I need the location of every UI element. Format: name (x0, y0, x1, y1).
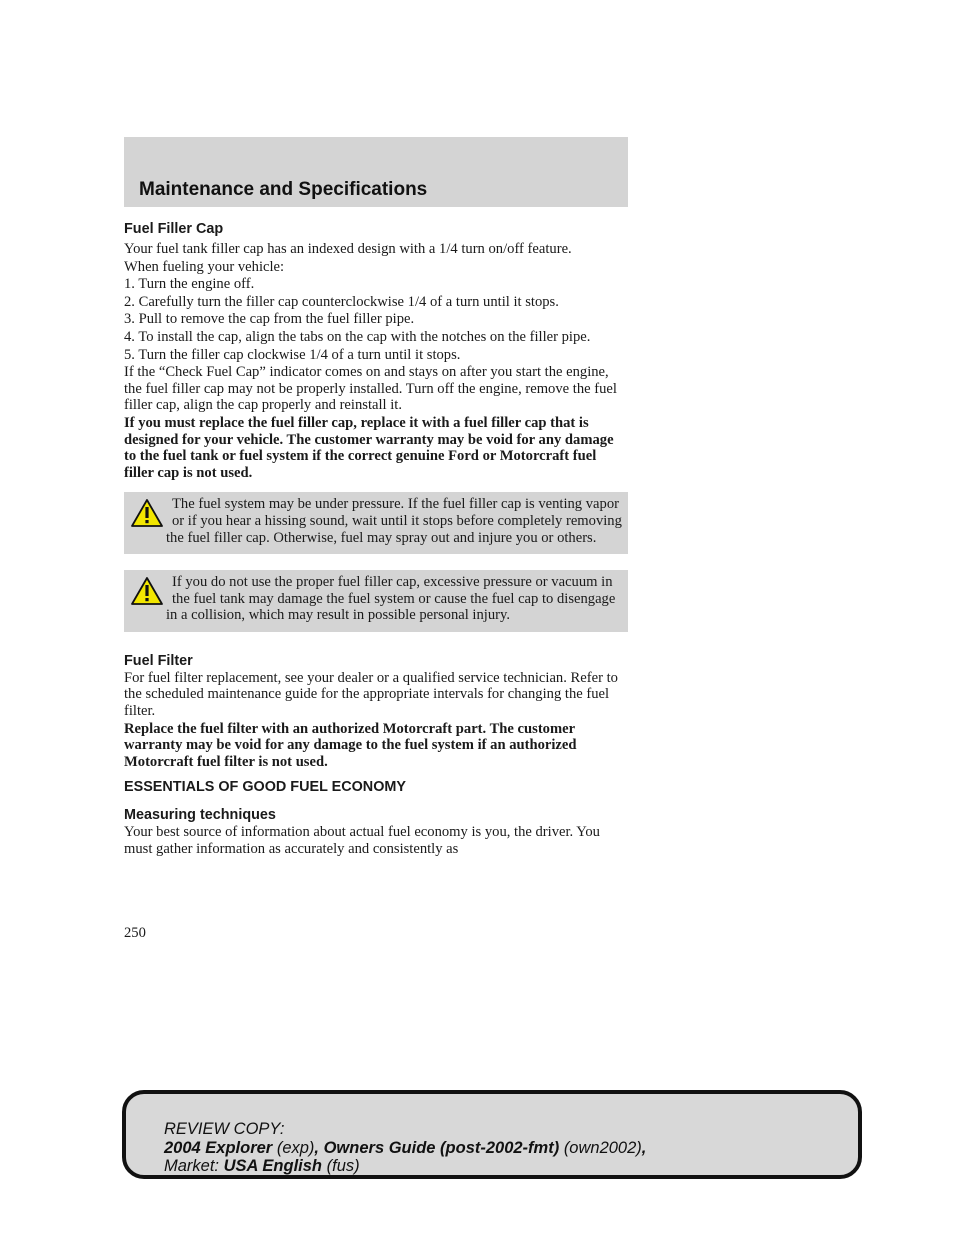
footer-line-model (164, 1139, 646, 1158)
step-item: 4. To install the cap, align the tabs on the cap with the notches on the filler pipe. (124, 328, 591, 345)
footer-guide: Owners Guide (post-2002-fmt) (323, 1138, 560, 1157)
footer-review-copy: REVIEW COPY: (164, 1120, 285, 1138)
subheading-measuring-techniques: Measuring techniques (124, 807, 276, 824)
footer-model-code: (exp) (276, 1138, 315, 1157)
paragraph-intro: Your fuel tank filler cap has an indexed design with a 1/4 turn on/off feature. (124, 241, 572, 257)
review-copy-footer (122, 1090, 862, 1179)
paragraph-check-fuel-cap: If the “Check Fuel Cap” indicator comes on and stays on after you start the engine, the fuel filler cap may not be properly installed. Turn off the engine, remove the fuel filler cap, align the cap properly and reinstall it. (124, 364, 617, 414)
heading-fuel-filter: Fuel Filter (124, 652, 193, 669)
warning-text-improper-cap: If you do not use the proper fuel filler cap, excessive pressure or vacuum in the fuel tank may damage the fuel system or cause the fuel cap to disengage in a collision, which may result in possible personal injury. (166, 574, 616, 624)
footer-market-label: Market: (164, 1157, 220, 1175)
warning-text-pressure: The fuel system may be under pressure. If the fuel filler cap is venting vapor or if you hear a hissing sound, wait until it stops before completely removing the fuel filler cap. Otherwise, fuel may spray out and injure you or others. (166, 496, 622, 546)
notice-fuel-filler-cap: If you must replace the fuel filler cap, replace it with a fuel filler cap that is designed for your vehicle. The customer warranty may be void for any damage to the fuel tank or fuel system if the correct genuine Ford or Motorcraft fuel filler cap is not used. (124, 414, 614, 481)
heading-fuel-economy: ESSENTIALS OF GOOD FUEL ECONOMY (124, 779, 406, 796)
step-item: 2. Carefully turn the filler cap counterclockwise 1/4 of a turn until it stops. (124, 293, 559, 310)
step-item: 1. Turn the engine off. (124, 276, 255, 293)
step-item: 3. Pull to remove the cap from the fuel filler pipe. (124, 311, 415, 328)
footer-guide-code: (own2002) (563, 1138, 642, 1157)
warning-triangle-icon (130, 498, 164, 528)
footer-market: USA English (223, 1157, 323, 1175)
paragraph-measuring: Your best source of information about actual fuel economy is you, the driver. You must gather information as accurately and consistently as (124, 824, 600, 858)
section-header-band (124, 137, 628, 207)
warning-box-improper-cap (124, 570, 628, 632)
footer-text (164, 1120, 646, 1176)
step-item: 5. Turn the filler cap clockwise 1/4 of a turn until it stops. (124, 346, 461, 363)
footer-model: 2004 Explorer (164, 1138, 273, 1157)
warning-triangle-icon (130, 576, 164, 606)
notice-fuel-filter: Replace the fuel filter with an authorized Motorcraft part. The customer warranty may be void for any damage to the fuel system if an authorized Motorcraft fuel filter is not used. (124, 720, 577, 770)
page-content (124, 220, 628, 858)
footer-sep2: , (641, 1138, 647, 1157)
paragraph-fuel-filter: For fuel filter replacement, see your dealer or a qualified service technician. Refer to the scheduled maintenance guide for the appropriate intervals for changing the fuel filter. (124, 669, 618, 720)
footer-line-market (164, 1157, 646, 1176)
footer-sep1: , (314, 1138, 324, 1157)
paragraph-when-fueling: When fueling your vehicle: (124, 258, 285, 275)
heading-fuel-filler-cap: Fuel Filler Cap (124, 221, 224, 237)
section-title: Maintenance and Specifications (139, 179, 428, 200)
page-number: 250 (124, 925, 146, 941)
footer-market-code: (fus) (326, 1157, 360, 1175)
warning-box-pressure (124, 492, 628, 554)
